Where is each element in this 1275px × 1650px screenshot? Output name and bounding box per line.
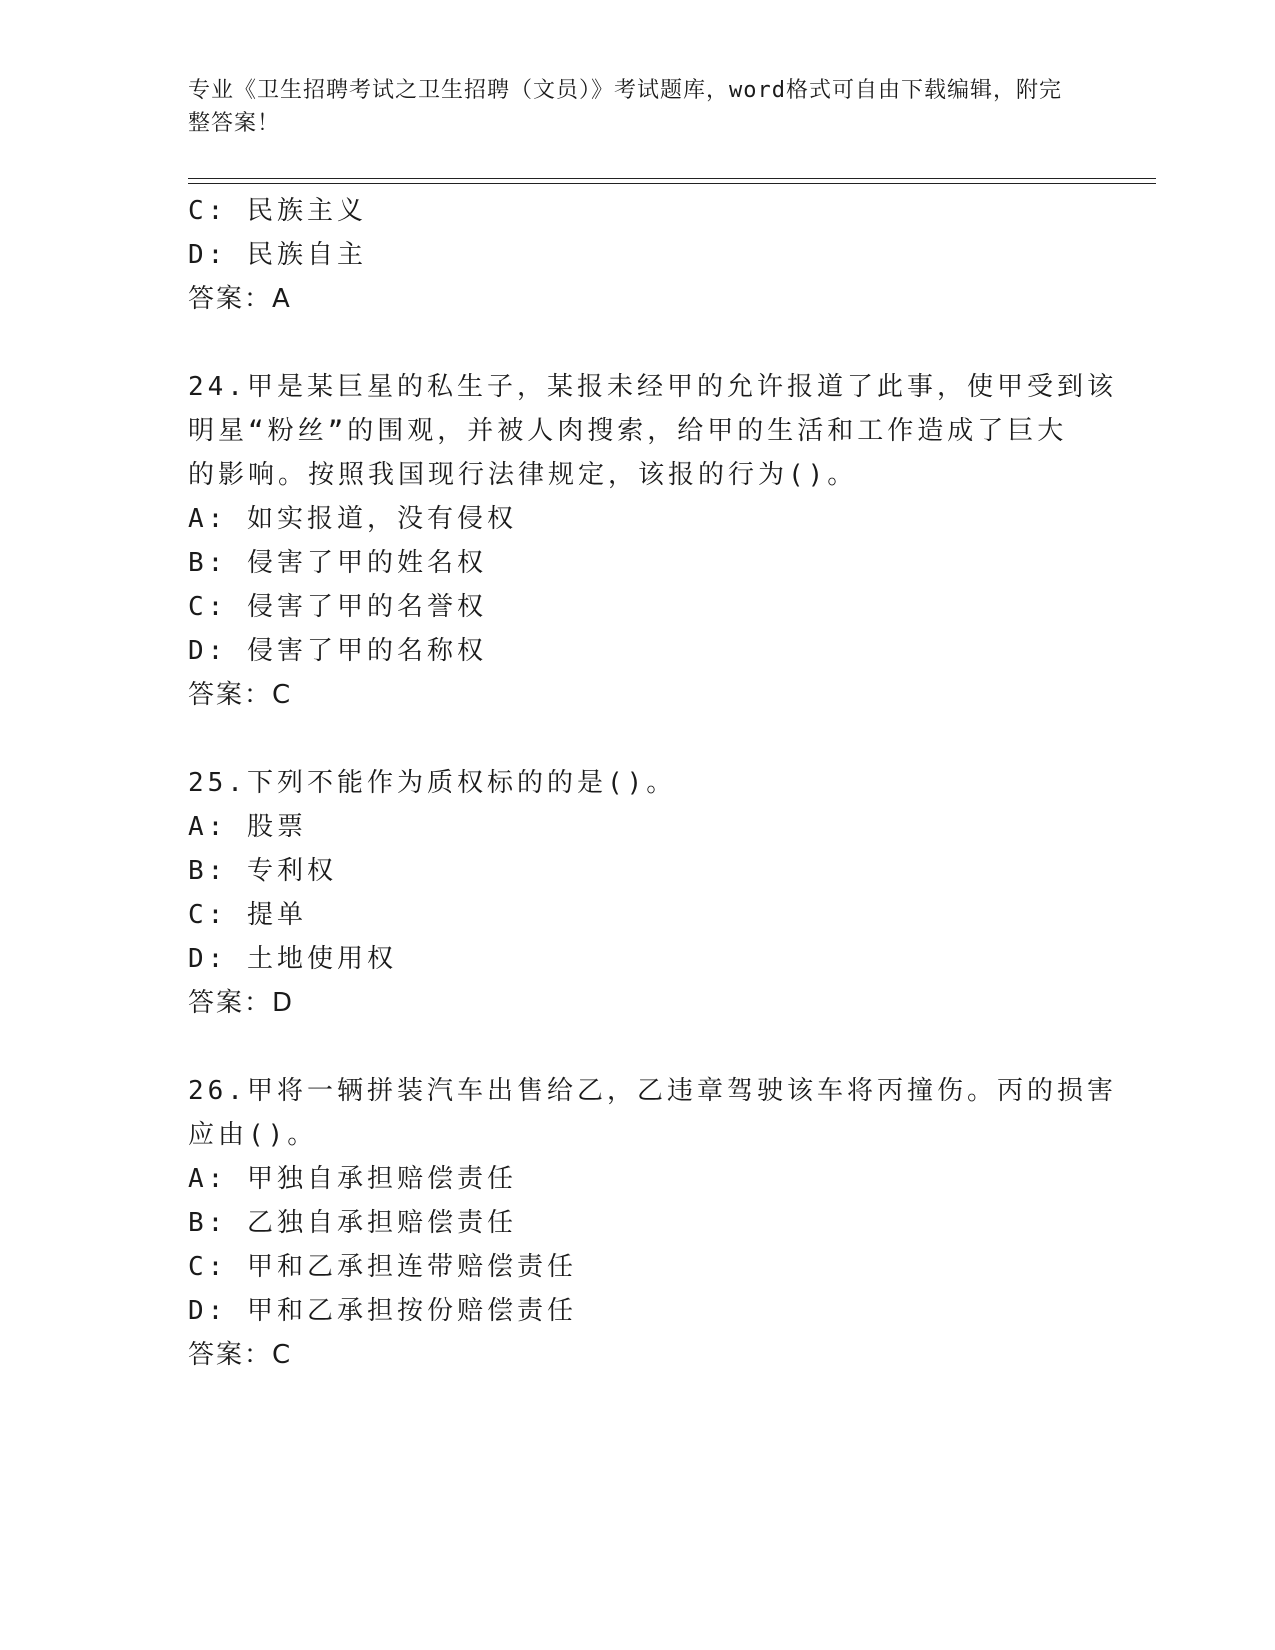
q26-stem-line1: 26.甲将一辆拼装汽车出售给乙，乙违章驾驶该车将丙撞伤。丙的损害 [188, 1076, 1117, 1106]
q26-option-c: C: 甲和乙承担连带赔偿责任 [188, 1252, 577, 1282]
q24-stem-line1: 24.甲是某巨星的私生子，某报未经甲的允许报道了此事，使甲受到该 [188, 372, 1117, 402]
q24-stem-line2: 明星“粉丝”的围观，并被人肉搜索，给甲的生活和工作造成了巨大 [188, 416, 1068, 446]
q24-option-b: B: 侵害了甲的姓名权 [188, 548, 487, 578]
q26-option-a: A: 甲独自承担赔偿责任 [188, 1164, 517, 1194]
q23-option-d: D: 民族自主 [188, 240, 367, 270]
q25-option-d: D: 土地使用权 [188, 944, 397, 974]
q26-stem-line2: 应由()。 [188, 1120, 318, 1150]
q26-option-b: B: 乙独自承担赔偿责任 [188, 1208, 517, 1238]
q24-option-a: A: 如实报道，没有侵权 [188, 504, 517, 534]
q24-stem-line3: 的影响。按照我国现行法律规定，该报的行为()。 [188, 460, 858, 490]
document-header: 专业《卫生招聘考试之卫生招聘（文员）》考试题库，word格式可自由下载编辑，附完整答案！ [188, 78, 1062, 136]
q25-option-c: C: 提单 [188, 900, 307, 930]
q24-answer: 答案：C [188, 680, 293, 710]
q24-option-d: D: 侵害了甲的名称权 [188, 636, 487, 666]
q25-stem-line1: 25.下列不能作为质权标的的是()。 [188, 768, 677, 798]
q25-option-b: B: 专利权 [188, 856, 337, 886]
q25-option-a: A: 股票 [188, 812, 307, 842]
q26-answer: 答案：C [188, 1340, 293, 1370]
q26-option-d: D: 甲和乙承担按份赔偿责任 [188, 1296, 577, 1326]
q23-option-c: C: 民族主义 [188, 196, 367, 226]
q24-option-c: C: 侵害了甲的名誉权 [188, 592, 487, 622]
q25-answer: 答案：D [188, 988, 295, 1018]
q23-answer: 答案：A [188, 284, 292, 314]
header-rule-bottom [188, 183, 1156, 184]
header-rule-top [188, 178, 1156, 179]
